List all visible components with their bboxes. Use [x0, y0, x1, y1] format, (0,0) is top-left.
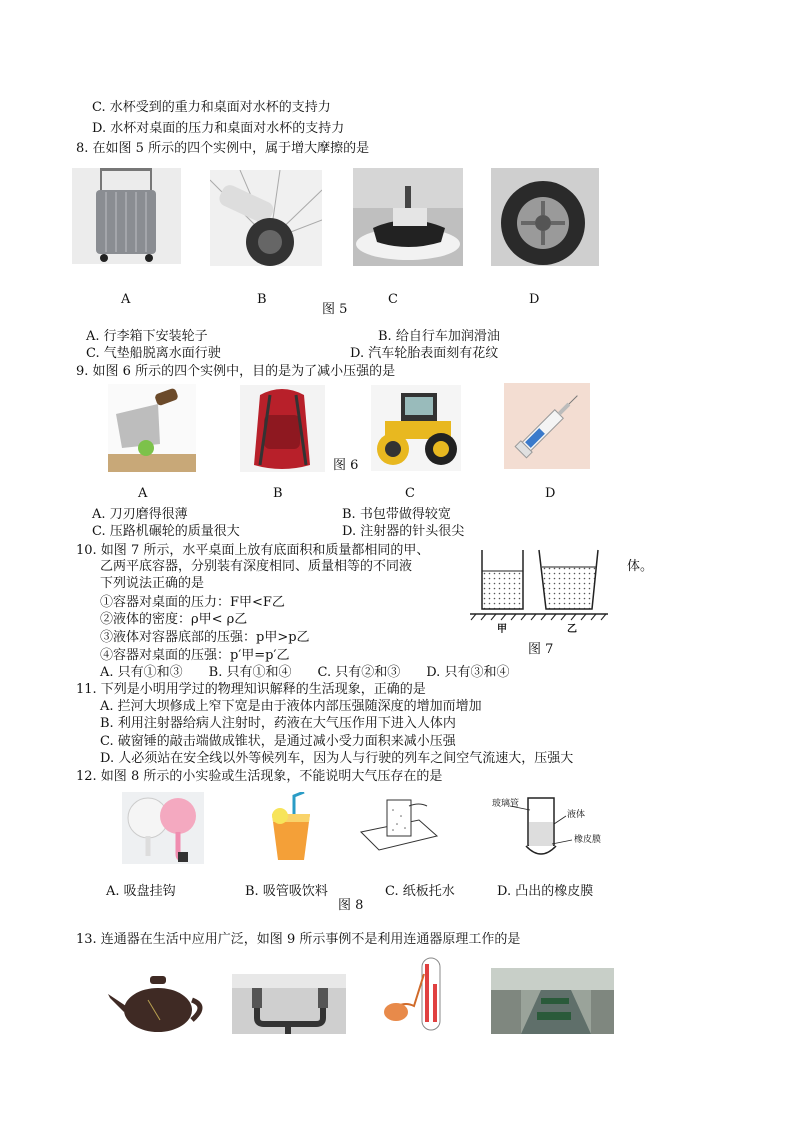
figure-6-caption: 图 6 — [333, 458, 359, 473]
q8-stem: 8. 在如图 5 所示的四个实例中，属于增大摩擦的是 — [76, 141, 370, 156]
q7-option-d: D. 水杯对桌面的压力和桌面对水杯的支持力 — [92, 121, 345, 136]
q8-option-b: B. 给自行车加润滑油 — [378, 329, 500, 344]
q9-option-d: D. 注射器的针头很尖 — [342, 524, 465, 539]
luggage-image — [72, 168, 181, 264]
u-tube-manometer-image — [380, 954, 460, 1034]
q9-option-a: A. 刀刃磨得很薄 — [92, 507, 188, 522]
tire-image — [491, 168, 599, 266]
q10-statement-2: ②液体的密度：ρ甲< ρ乙 — [100, 612, 248, 627]
q8-label-c: C — [388, 292, 398, 307]
rubber-membrane-label: 橡皮膜 — [574, 835, 602, 845]
q12-option-c: C. 纸板托水 — [385, 884, 455, 899]
q11-option-a: A. 拦河大坝修成上窄下宽是由于液体内部压强随深度的增加而增加 — [100, 699, 482, 714]
backpack-image — [240, 385, 325, 472]
q11-option-d: D. 人必须站在安全线以外等候列车，因为人与行驶的列车之间空气流速大，压强大 — [100, 751, 574, 766]
figure-7-caption: 图 7 — [528, 642, 554, 657]
q9-label-c: C — [405, 486, 415, 501]
q9-label-b: B — [273, 486, 283, 501]
road-roller-image — [371, 385, 461, 471]
teapot-image — [108, 970, 208, 1034]
q8-option-a: A. 行李箱下安装轮子 — [86, 329, 208, 344]
q8-label-a: A — [121, 292, 131, 307]
q8-option-c: C. 气垫船脱离水面行驶 — [86, 346, 221, 361]
sink-drain-image — [232, 974, 346, 1034]
q10-stem-line2: 乙两平底容器，分别装有深度相同、质量相等的不同液 — [100, 559, 413, 574]
bicycle-chain-image — [210, 170, 322, 266]
q11-option-c: C. 破窗锤的敲击端做成锥状，是通过减小受力面积来减小压强 — [100, 734, 456, 749]
q7-option-c: C. 水杯受到的重力和桌面对水杯的支持力 — [92, 100, 331, 115]
q9-stem: 9. 如图 6 所示的四个实例中，目的是为了减小压强的是 — [76, 364, 396, 379]
figure-8-caption: 图 8 — [338, 898, 364, 913]
syringe-image — [504, 383, 590, 469]
q12-stem: 12. 如图 8 所示的小实验或生活现象，不能说明大气压存在的是 — [76, 769, 443, 784]
q10-statement-1: ①容器对桌面的压力：F甲<F乙 — [100, 595, 285, 610]
knife-image — [108, 384, 196, 472]
suction-hook-image — [122, 792, 204, 864]
q10-options: A. 只有①和③ B. 只有①和④ C. 只有②和③ D. 只有③和④ — [100, 665, 510, 680]
q12-option-d: D. 凸出的橡皮膜 — [497, 884, 594, 899]
hovercraft-image — [353, 168, 463, 266]
q10-stem-line1: 10. 如图 7 所示，水平桌面上放有底面积和质量都相同的甲、 — [76, 543, 430, 558]
q9-label-a: A — [138, 486, 148, 501]
ship-lock-image — [491, 968, 614, 1034]
q10-stem-line2-end: 体。 — [627, 559, 654, 574]
q9-label-d: D — [545, 486, 556, 501]
q12-option-b: B. 吸管吸饮料 — [245, 884, 328, 899]
q11-stem: 11. 下列是小明用学过的物理知识解释的生活现象，正确的是 — [76, 682, 426, 697]
liquid-label: 液体 — [567, 810, 586, 820]
q9-option-b: B. 书包带做得较宽 — [342, 507, 451, 522]
q11-option-b: B. 利用注射器给病人注射时，药液在大气压作用下进入人体内 — [100, 716, 456, 731]
figure-5-caption: 图 5 — [322, 302, 348, 317]
container-yi-label: 乙 — [567, 624, 577, 635]
q10-statement-3: ③液体对容器底部的压强：p甲>p乙 — [100, 630, 310, 645]
q10-stem-line3: 下列说法正确的是 — [100, 576, 205, 591]
figure-7-containers — [462, 546, 616, 636]
straw-drink-image — [260, 792, 322, 862]
q13-stem: 13. 连通器在生活中应用广泛，如图 9 所示事例不是利用连通器原理工作的是 — [76, 932, 521, 947]
glass-tube-label: 玻璃管 — [492, 799, 520, 809]
q8-label-b: B — [257, 292, 267, 307]
q8-option-d: D. 汽车轮胎表面刻有花纹 — [350, 346, 499, 361]
container-jia-label: 甲 — [497, 624, 507, 635]
q8-label-d: D — [529, 292, 540, 307]
q9-option-c: C. 压路机碾轮的质量很大 — [92, 524, 240, 539]
q12-option-a: A. 吸盘挂钩 — [106, 884, 176, 899]
q10-statement-4: ④容器对桌面的压强：p′甲=p′乙 — [100, 648, 290, 663]
paper-card-water-image — [357, 796, 439, 854]
